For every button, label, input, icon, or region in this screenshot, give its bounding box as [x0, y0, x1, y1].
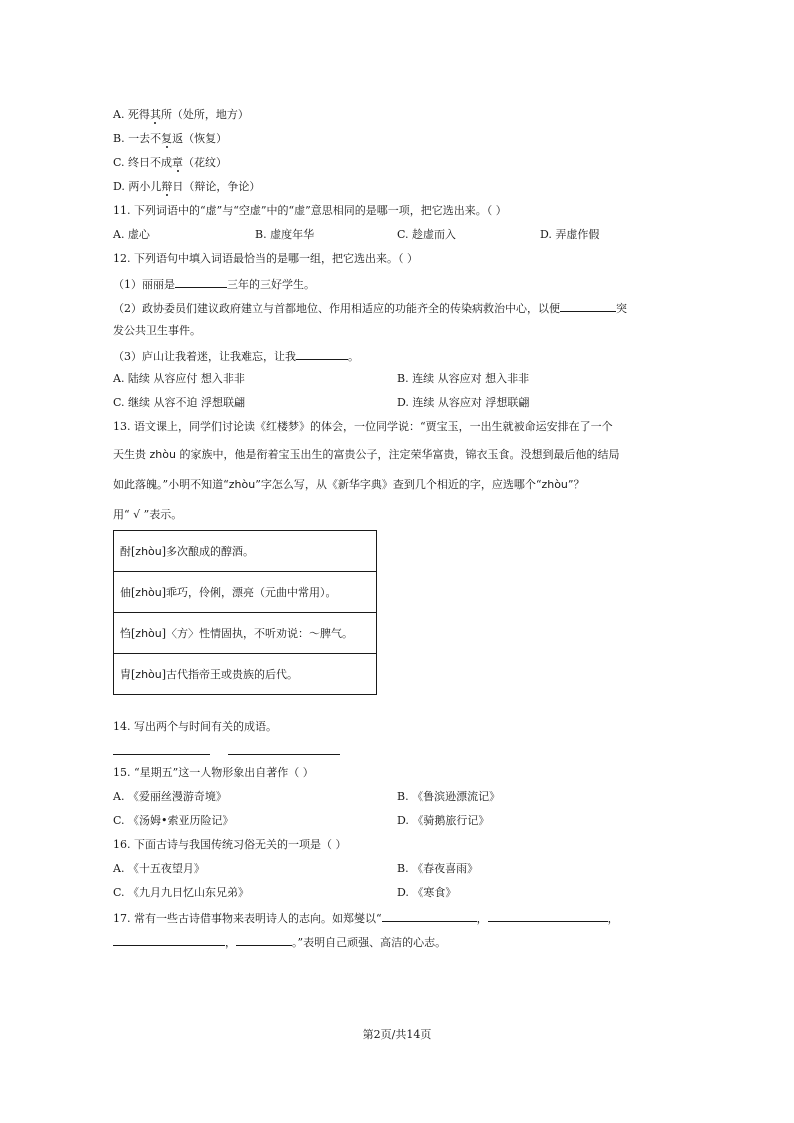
q12-blank-1[interactable]: [175, 275, 227, 288]
q16-option-c[interactable]: C. 《九月九日忆山东兄弟》: [113, 886, 250, 899]
q17-line-2: ， 。”表明自己顽强、高洁的心志。: [113, 933, 446, 951]
q16-options-ab: [113, 861, 713, 877]
q11-option-c[interactable]: C. 趁虚而入: [397, 228, 457, 241]
pinyin-zhou: zhòu: [228, 478, 256, 491]
q12-sentence-1: （1）丽丽是 三年的三好学生。: [113, 275, 315, 293]
q11-options: [113, 227, 713, 243]
table-row[interactable]: 胄[zhòu]古代指帝王或贵族的后代。: [114, 654, 377, 695]
q11-stem: 11. 下列词语中的“虚”与“空虚”中的“虚”意思相同的是哪一项，把它选出来。（ ）: [113, 204, 507, 217]
q12-option-d[interactable]: D. 连续 从容应对 浮想联翩: [397, 396, 530, 409]
q12-options-cd: [113, 395, 713, 411]
q12-options-ab: [113, 371, 713, 387]
q15-options-cd: [113, 813, 713, 829]
page-number: 第2页/共14页: [362, 1028, 432, 1041]
table-row[interactable]: 伷[zhòu]乖巧，伶俐，漂亮（元曲中常用）。: [114, 572, 377, 613]
q10-option-b: B. 一去不复返（恢复）: [113, 132, 228, 145]
q12-stem: 12. 下列语句中填入词语最恰当的是哪一组，把它选出来。（ ）: [113, 252, 418, 265]
q15-option-a[interactable]: A. 《爱丽丝漫游奇境》: [113, 790, 227, 803]
q15-options-ab: [113, 789, 713, 805]
table-row[interactable]: 㤘[zhòu]〈方〉性情固执，不听劝说：～脾气。: [114, 613, 377, 654]
pinyin-zhou: zhòu: [541, 478, 568, 491]
q11-option-d[interactable]: D. 弄虚作假: [540, 228, 600, 241]
q16-option-b[interactable]: B. 《春夜喜雨》: [397, 862, 479, 875]
q14-answer-line-1[interactable]: [113, 754, 210, 755]
q15-option-c[interactable]: C. 《汤姆•索亚历险记》: [113, 814, 234, 827]
q12-option-b[interactable]: B. 连续 从容应对 想入非非: [397, 372, 530, 385]
q17-blank-2[interactable]: [488, 909, 608, 922]
q11-option-a[interactable]: A. 虚心: [113, 228, 150, 241]
q17-line-1: 17. 常有一些古诗借事物来表明诗人的志向。如郑燮以“ ， ，: [113, 909, 619, 927]
q12-option-c[interactable]: C. 继续 从容不迫 浮想联翩: [113, 396, 246, 409]
q13-line-4: 用“ √ ”表示。: [113, 508, 183, 521]
q17-blank-1[interactable]: [382, 909, 477, 922]
q16-options-cd: [113, 885, 713, 901]
dictionary-table: [113, 530, 377, 695]
q16-option-a[interactable]: A. 《十五夜望月》: [113, 862, 205, 875]
q15-option-b[interactable]: B. 《鲁滨逊漂流记》: [397, 790, 501, 803]
q14-answer-line-2[interactable]: [228, 754, 340, 755]
q17-blank-4[interactable]: [236, 933, 292, 946]
q15-option-d[interactable]: D. 《骑鹅旅行记》: [397, 814, 490, 827]
q13-line-1: 13. 语文课上，同学们讨论读《红楼梦》的体会，一位同学说：“贾宝玉，一出生就被命运安排在了一个: [113, 420, 613, 433]
q13-line-2: 天生贵 zhòu 的家族中，他是衔着宝玉出生的富贵公子，注定荣华富贵，锦衣玉食。没想到最后他的结局: [113, 448, 620, 461]
q15-stem: 15. “星期五”这一人物形象出自著作（ ）: [113, 766, 314, 779]
q10-option-a: A. 死得其所（处所，地方）: [113, 108, 249, 121]
q12-sentence-2: （2）政协委员们建议政府建立与首都地位、作用相适应的功能齐全的传染病救治中心，以便 突: [113, 299, 627, 317]
q11-option-b[interactable]: B. 虚度年华: [255, 228, 315, 241]
pinyin-zhou: zhòu: [149, 448, 176, 461]
q16-option-d[interactable]: D. 《寒食》: [397, 886, 457, 899]
q17-blank-3[interactable]: [113, 933, 225, 946]
q14-stem: 14. 写出两个与时间有关的成语。: [113, 720, 277, 733]
q12-sentence-2-cont: 发公共卫生事件。: [113, 324, 201, 337]
q10-option-c: C. 终日不成章（花纹）: [113, 156, 228, 169]
q13-line-3: 如此落魄。”小明不知道“zhòu”字怎么写，从《新华字典》查到几个相近的字，应选哪个“zhòu”？: [113, 478, 585, 491]
q12-sentence-3: （3）庐山让我着迷，让我难忘，让我 。: [113, 347, 359, 365]
q16-stem: 16. 下面古诗与我国传统习俗无关的一项是（ ）: [113, 838, 347, 851]
q10-option-d: D. 两小儿辩日（辩论，争论）: [113, 180, 261, 193]
q12-option-a[interactable]: A. 陆续 从容应付 想入非非: [113, 372, 245, 385]
q12-blank-2[interactable]: [560, 299, 616, 312]
q12-blank-3[interactable]: [296, 347, 348, 360]
table-row[interactable]: 酎[zhòu]多次酿成的醇酒。: [114, 531, 377, 572]
